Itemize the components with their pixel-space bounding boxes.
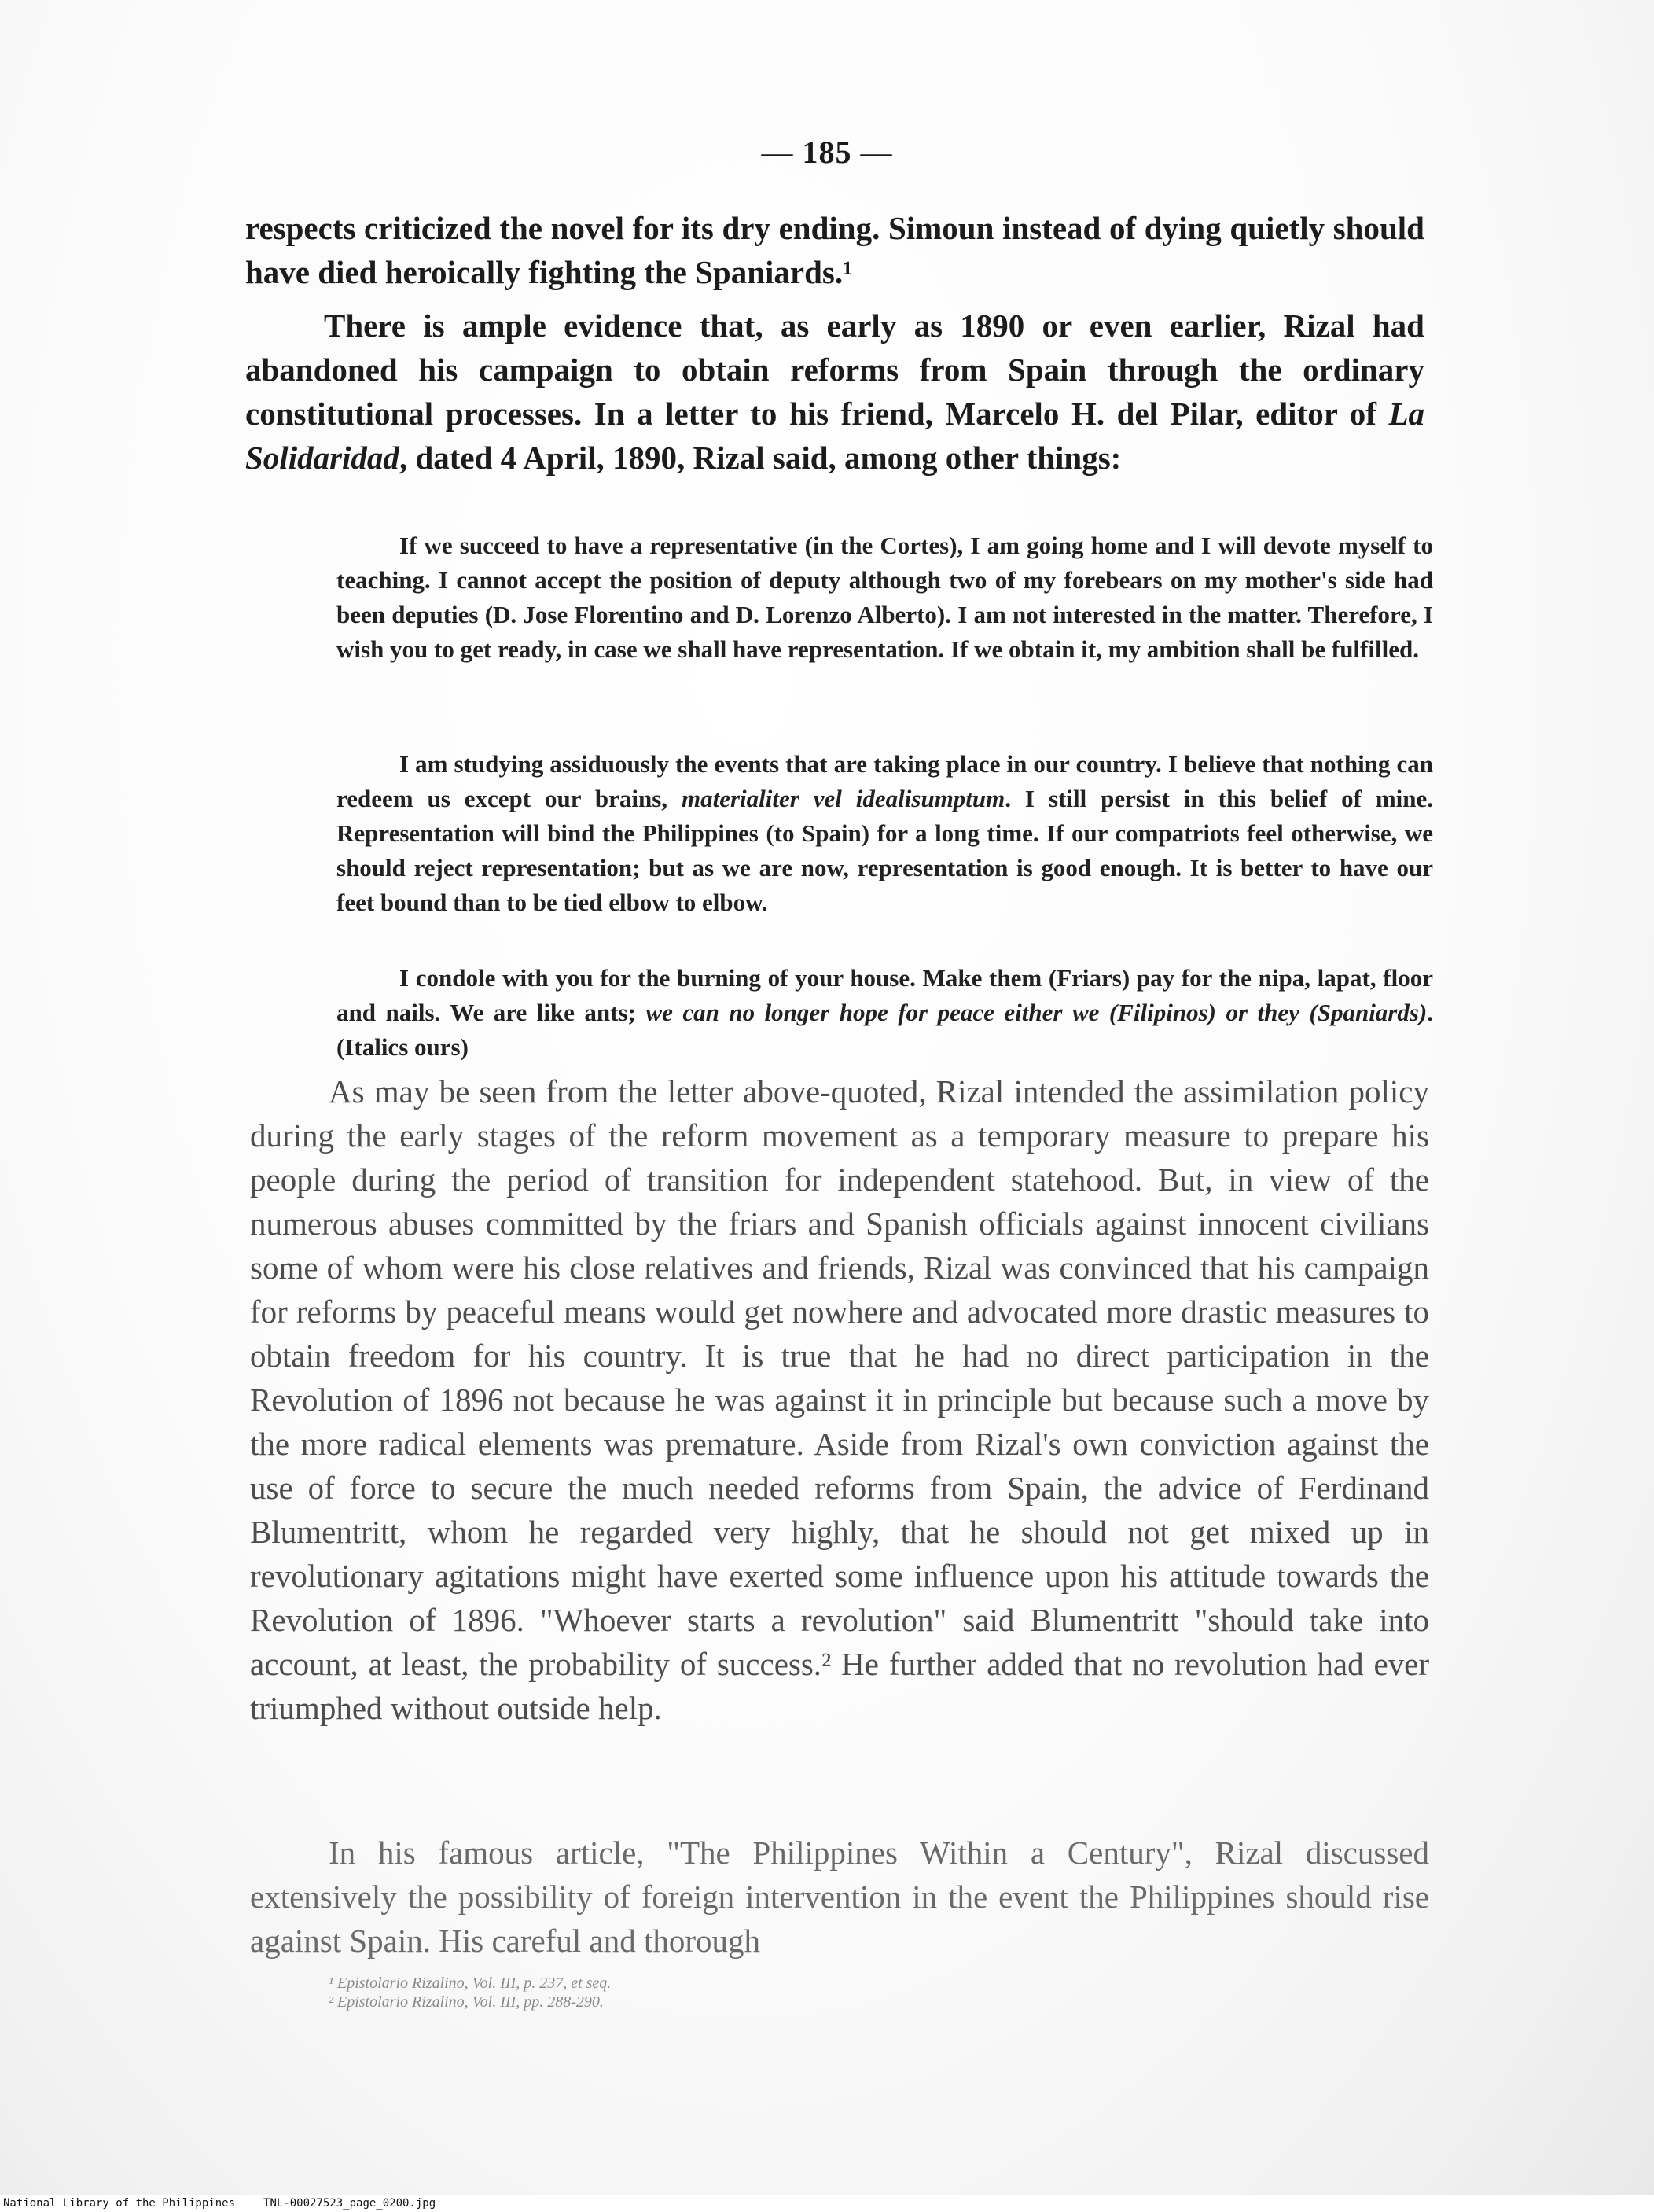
letter-quote-2-text-b: . I still persist in this belief of mine. Representation will bind the Philippines (to Spain) for a long time. If our compatriots feel otherwise, we should reject representation; but as we are now, representation is good enough. It is better to have our feet bound than to be tied elbow to elbow.: [336, 785, 1434, 916]
letter-quote-1: If we succeed to have a representative (in the Cortes), I am going home and I will devote myself to teaching. I cannot accept the position of deputy although two of my forebears on my mother's side had been deputies (D. Jose Florentino and D. Lorenzo Alberto). I am not interested in the matter. Therefore, I wish you to get ready, in case we shall have representation. If we obtain it, my ambition shall be fulfilled.: [336, 532, 1433, 663]
footnote-1: ¹ Epistolario Rizalino, Vol. III, p. 237, et seq.: [329, 1975, 612, 1992]
paragraph-2-text-a: There is ample evidence that, as early as 1890 or even earlier, Rizal had abandoned his campaign to obtain reforms from Spain through the ordinary constitutional processes. In a letter to his friend, Marcelo H. del Pilar, editor of: [245, 307, 1424, 432]
letter-quote-3: [336, 961, 1433, 1065]
paragraph-2: [245, 304, 1424, 480]
page-number: — 185 —: [761, 134, 893, 170]
paragraph-1: respects criticized the novel for its dry ending. Simoun instead of dying quietly should have died heroically fighting the Spaniards.¹: [245, 210, 1424, 290]
footnote-2: ² Epistolario Rizalino, Vol. III, pp. 288-290.: [329, 1993, 604, 2011]
scan-footer: [0, 2195, 1654, 2212]
newspaper-title: La Solidaridad: [245, 396, 1424, 476]
latin-phrase: materialiter vel idealisumptum: [681, 785, 1005, 812]
paragraph-2-text-b: , dated 4 April, 1890, Rizal said, among other things:: [399, 440, 1122, 476]
letter-quote-2: [336, 747, 1433, 920]
paragraph-continuation: [245, 206, 1424, 294]
paragraph-3: As may be seen from the letter above-quoted, Rizal intended the assimilation policy during the early stages of the reform movement as a temporary measure to prepare his people during the period of transition for independent statehood. But, in view of the numerous abuses committed by the friars and Spanish officials against innocent civilians some of whom were his close relatives and friends, Rizal was convinced that his campaign for reforms by peaceful means would get nowhere and advocated more drastic measures to obtain freedom for his country. It is true that he had no direct participation in the Revolution of 1896 not because he was against it in principle but because such a move by the more radical elements was premature. Aside from Rizal's own conviction against the use of force to secure the much needed reforms from Spain, the advice of Ferdinand Blumentritt, whom he regarded very highly, that he should not get mixed up in revolutionary agitations might have exerted some influence upon his attitude towards the Revolution of 1896. "Whoever starts a revolution" said Blumentritt "should take into account, at least, the probability of success.² He further added that no revolution had ever triumphed without outside help.: [250, 1073, 1429, 1726]
image-reference: TNL-00027523_page_0200.jpg: [263, 2197, 436, 2210]
library-credit: National Library of the Philippines: [3, 2197, 236, 2210]
letter-quote-3-text-a: I condole with you for the burning of your house. Make them (Friars) pay for the nipa, lapat, floor and nails. We are like ants;: [336, 964, 1433, 1026]
paragraph-analysis: [250, 1069, 1429, 1730]
paragraph-4: In his famous article, "The Philippines Within a Century", Rizal discussed extensively the possibility of foreign intervention in the event the Philippines should rise against Spain. His careful and thorough: [250, 1835, 1429, 1959]
paragraph-article: [250, 1831, 1429, 1963]
letter-quote-2-text-a: I am studying assiduously the events that are taking place in our country. I believe that nothing can redeem us except our brains,: [336, 750, 1433, 812]
italic-emphasis: we can no longer hope for peace either we (Filipinos) or they (Spaniards): [645, 999, 1428, 1026]
footnotes: [329, 1974, 1036, 2011]
letter-quote-3-text-b: . (Italics ours): [336, 999, 1434, 1061]
paragraph-evidence: [245, 304, 1424, 480]
